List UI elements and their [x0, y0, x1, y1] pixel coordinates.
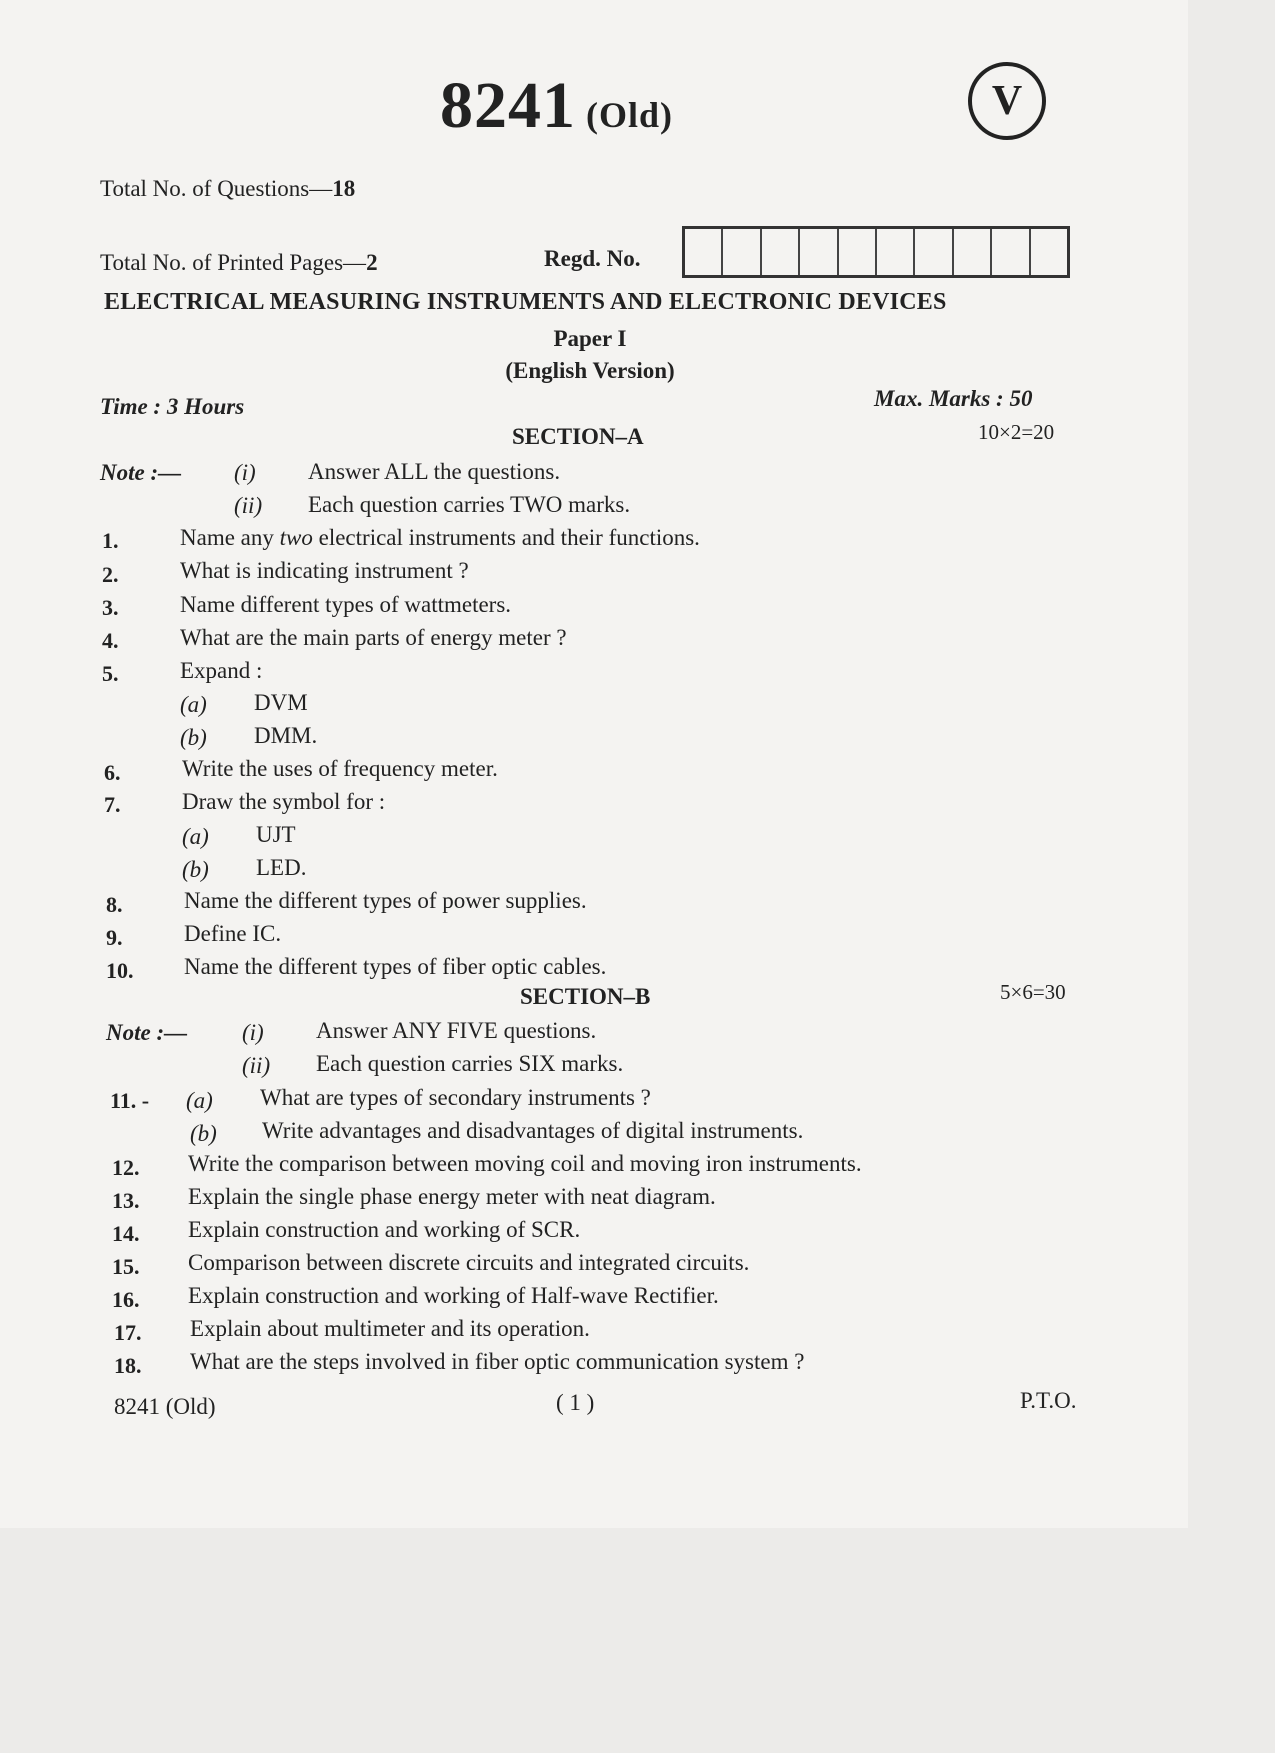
- question-text: Explain construction and working of Half-wave Rectifier.: [188, 1283, 719, 1308]
- question-number: 9.: [106, 925, 123, 950]
- question-number: 12.: [112, 1155, 140, 1180]
- section-a-note-text: Answer ALL the questions.: [308, 459, 561, 484]
- section-b-note-text: Answer ANY FIVE questions.: [316, 1018, 597, 1043]
- total-questions-label: Total No. of Questions—: [100, 176, 333, 201]
- regd-label: Regd. No.: [544, 246, 641, 271]
- sub-question-text: DVM: [254, 690, 308, 715]
- question-number: 14.: [112, 1221, 140, 1246]
- sub-question-text: UJT: [256, 822, 296, 847]
- max-marks: Max. Marks : 50: [874, 386, 1033, 411]
- regd-box-cell[interactable]: [800, 229, 838, 275]
- regd-number-boxes[interactable]: [682, 226, 1070, 278]
- total-pages-value: 2: [366, 250, 378, 275]
- question-text: Name the different types of fiber optic cables.: [184, 954, 607, 979]
- paper-code: [440, 68, 673, 144]
- section-a-note-text: Each question carries TWO marks.: [308, 492, 631, 517]
- sub-question-num: (b): [190, 1121, 217, 1146]
- sub-question-text: What are types of secondary instruments ?: [260, 1085, 651, 1110]
- regd-box-cell[interactable]: [877, 229, 915, 275]
- question-text: What are the main parts of energy meter ?: [180, 625, 567, 650]
- question-number: 5.: [102, 661, 119, 686]
- regd-box-cell[interactable]: [992, 229, 1030, 275]
- section-b-note-num: (i): [242, 1020, 264, 1045]
- question-text: Name any two electrical instruments and their functions.: [180, 525, 700, 550]
- question-text: Expand :: [180, 658, 263, 683]
- section-b-marks: 5×6=30: [1000, 980, 1066, 1004]
- sub-question-num: (a): [186, 1088, 213, 1113]
- subject-title: ELECTRICAL MEASURING INSTRUMENTS AND ELECTRONIC DEVICES: [104, 289, 947, 315]
- question-text: Explain construction and working of SCR.: [188, 1217, 581, 1242]
- sub-question-text: DMM.: [254, 723, 318, 748]
- sub-question-num: (a): [180, 692, 207, 717]
- time-allowed: Time : 3 Hours: [100, 394, 245, 419]
- question-number: 3.: [102, 595, 119, 620]
- paper-code-number: 8241: [440, 69, 576, 142]
- question-text: Explain the single phase energy meter with neat diagram.: [188, 1184, 716, 1209]
- section-b-title: SECTION–B: [520, 984, 651, 1009]
- question-number: 15.: [112, 1254, 140, 1279]
- regd-box-cell[interactable]: [1031, 229, 1067, 275]
- question-number: 2.: [102, 562, 119, 587]
- question-number: 6.: [104, 760, 121, 785]
- question-number: 11. -: [110, 1088, 150, 1113]
- question-text: Define IC.: [184, 921, 282, 946]
- question-number: 17.: [114, 1320, 142, 1345]
- version-text: (English Version): [505, 358, 675, 383]
- paper-number: Paper I: [553, 326, 627, 351]
- question-number: 8.: [106, 892, 123, 917]
- question-number: 4.: [102, 628, 119, 653]
- total-questions-value: 18: [332, 176, 356, 201]
- question-text: Comparison between discrete circuits and integrated circuits.: [188, 1250, 750, 1275]
- section-b-note-text: Each question carries SIX marks.: [316, 1051, 624, 1076]
- question-text: Explain about multimeter and its operation.: [190, 1316, 590, 1341]
- regd-box-cell[interactable]: [723, 229, 761, 275]
- section-a-title: SECTION–A: [512, 424, 644, 449]
- total-questions: [100, 176, 355, 202]
- section-a-note-num: (ii): [234, 493, 263, 518]
- paper-code-suffix: (Old): [586, 95, 674, 135]
- section-a-note-num: (i): [234, 460, 256, 485]
- question-text: Write the comparison between moving coil and moving iron instruments.: [188, 1151, 862, 1176]
- footer-code: 8241 (Old): [114, 1394, 216, 1419]
- question-text: Write the uses of frequency meter.: [182, 756, 498, 781]
- footer-page-number: ( 1 ): [556, 1390, 595, 1415]
- footer-pto: P.T.O.: [1020, 1388, 1077, 1413]
- total-pages-label: Total No. of Printed Pages—: [100, 250, 367, 275]
- sub-question-text: Write advantages and disadvantages of digital instruments.: [262, 1118, 804, 1143]
- version-badge: V: [968, 62, 1046, 140]
- question-number: 16.: [112, 1287, 140, 1312]
- question-number: 7.: [104, 792, 121, 817]
- regd-box-cell[interactable]: [954, 229, 992, 275]
- regd-box-cell[interactable]: [762, 229, 800, 275]
- question-text: Name the different types of power supplies.: [184, 888, 587, 913]
- regd-box-cell[interactable]: [839, 229, 877, 275]
- question-text: What are the steps involved in fiber optic communication system ?: [190, 1349, 805, 1374]
- section-b-note-label: Note :—: [106, 1020, 188, 1045]
- sub-question-text: LED.: [256, 855, 307, 880]
- question-number: 18.: [114, 1353, 142, 1378]
- section-b-note-num: (ii): [242, 1053, 271, 1078]
- regd-box-cell[interactable]: [685, 229, 723, 275]
- question-text: Draw the symbol for :: [182, 789, 386, 814]
- sub-question-num: (a): [182, 824, 209, 849]
- question-number: 10.: [106, 958, 134, 983]
- question-number: 1.: [102, 528, 119, 553]
- sub-question-num: (b): [180, 725, 207, 750]
- regd-box-cell[interactable]: [915, 229, 953, 275]
- total-pages: [100, 250, 378, 276]
- section-a-note-label: Note :—: [100, 460, 182, 485]
- section-a-marks: 10×2=20: [978, 420, 1055, 444]
- question-number: 13.: [112, 1188, 140, 1213]
- sub-question-num: (b): [182, 857, 209, 882]
- question-text: What is indicating instrument ?: [180, 558, 469, 583]
- question-text: Name different types of wattmeters.: [180, 592, 512, 617]
